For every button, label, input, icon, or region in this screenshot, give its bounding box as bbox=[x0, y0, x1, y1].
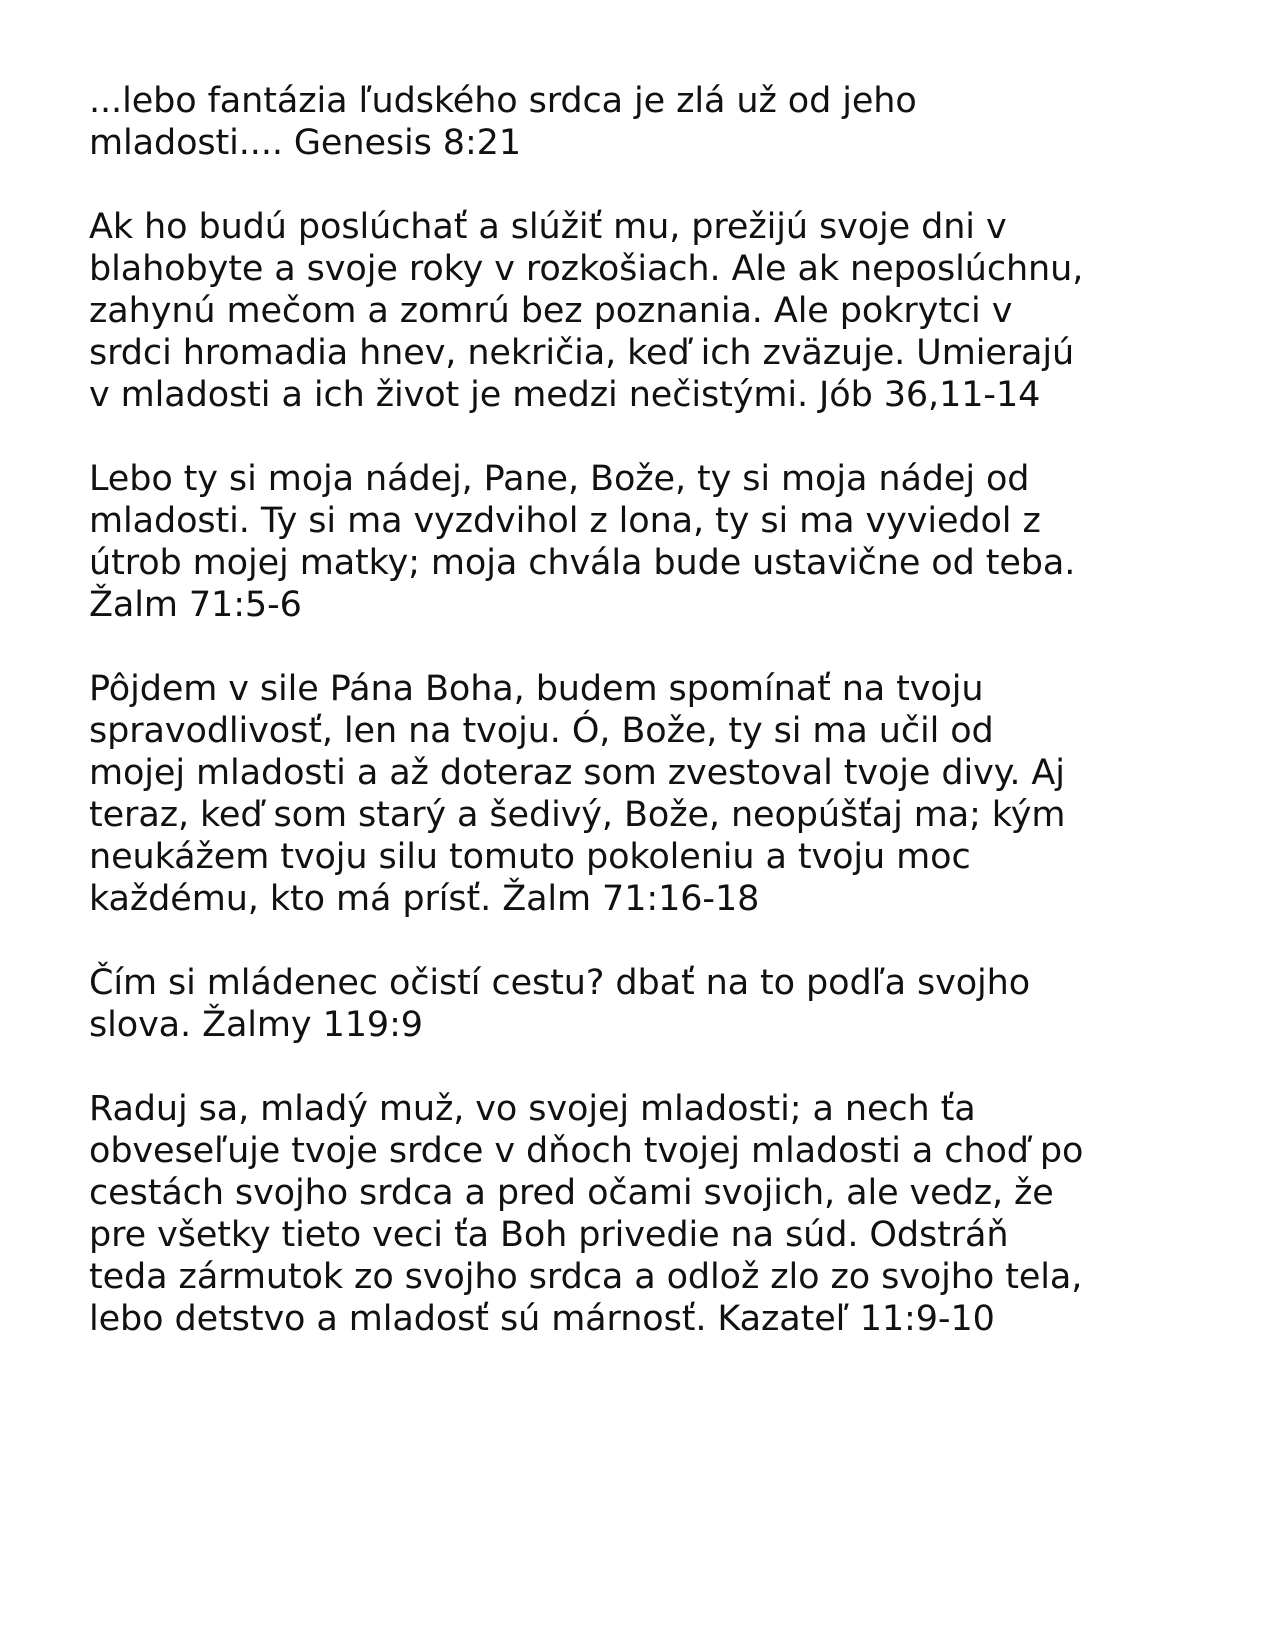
paragraph-psalm-71-16-18: Pôjdem v sile Pána Boha, budem spomínať na tvoju spravodlivosť, len na tvoju. Ó, Bože, ty si ma učil od mojej mladosti a až doteraz som zvestoval tvoje divy. Aj teraz, keď som starý a šedivý, Bože, neopúšťaj ma; kým neukážem tvoju silu tomuto pokoleniu a tvoju moc každému, kto má prísť. Žalm 71:16-18 bbox=[89, 669, 1066, 919]
paragraph-job-36-11-14: Ak ho budú poslúchať a slúžiť mu, prežijú svoje dni v blahobyte a svoje roky v rozkošiach. Ale ak neposlúchnu, zahynú mečom a zomrú bez poznania. Ale pokrytci v srdci hromadia hnev, nekričia, keď ich zväzuje. Umierajú v mladosti a ich život je medzi nečistými. Jób 36,11-14 bbox=[89, 207, 1084, 415]
paragraph-psalm-71-5-6: Lebo ty si moja nádej, Pane, Bože, ty si moja nádej od mladosti. Ty si ma vyzdvihol z lona, ty si ma vyviedol z útrob mojej matky; moja chvála bude ustavične od teba. Žalm 71:5-6 bbox=[89, 459, 1076, 625]
paragraph-psalm-119-9: Čím si mládenec očistí cestu? dbať na to podľa svojho slova. Žalmy 119:9 bbox=[89, 963, 1031, 1045]
paragraph-ecclesiastes-11-9-10: Raduj sa, mladý muž, vo svojej mladosti; a nech ťa obveseľuje tvoje srdce v dňoch tvojej mladosti a choď po cestách svojho srdca a pred očami svojich, ale vedz, že pre všetky tieto veci ťa Boh privedie na súd. Odstráň teda zármutok zo svojho srdca a odlož zlo zo svojho tela, lebo detstvo a mladosť sú márnosť. Kazateľ 11:9-10 bbox=[89, 1089, 1084, 1339]
paragraph-genesis-8-21: ...lebo fantázia ľudského srdca je zlá už od jeho mladosti.... Genesis 8:21 bbox=[89, 81, 917, 163]
